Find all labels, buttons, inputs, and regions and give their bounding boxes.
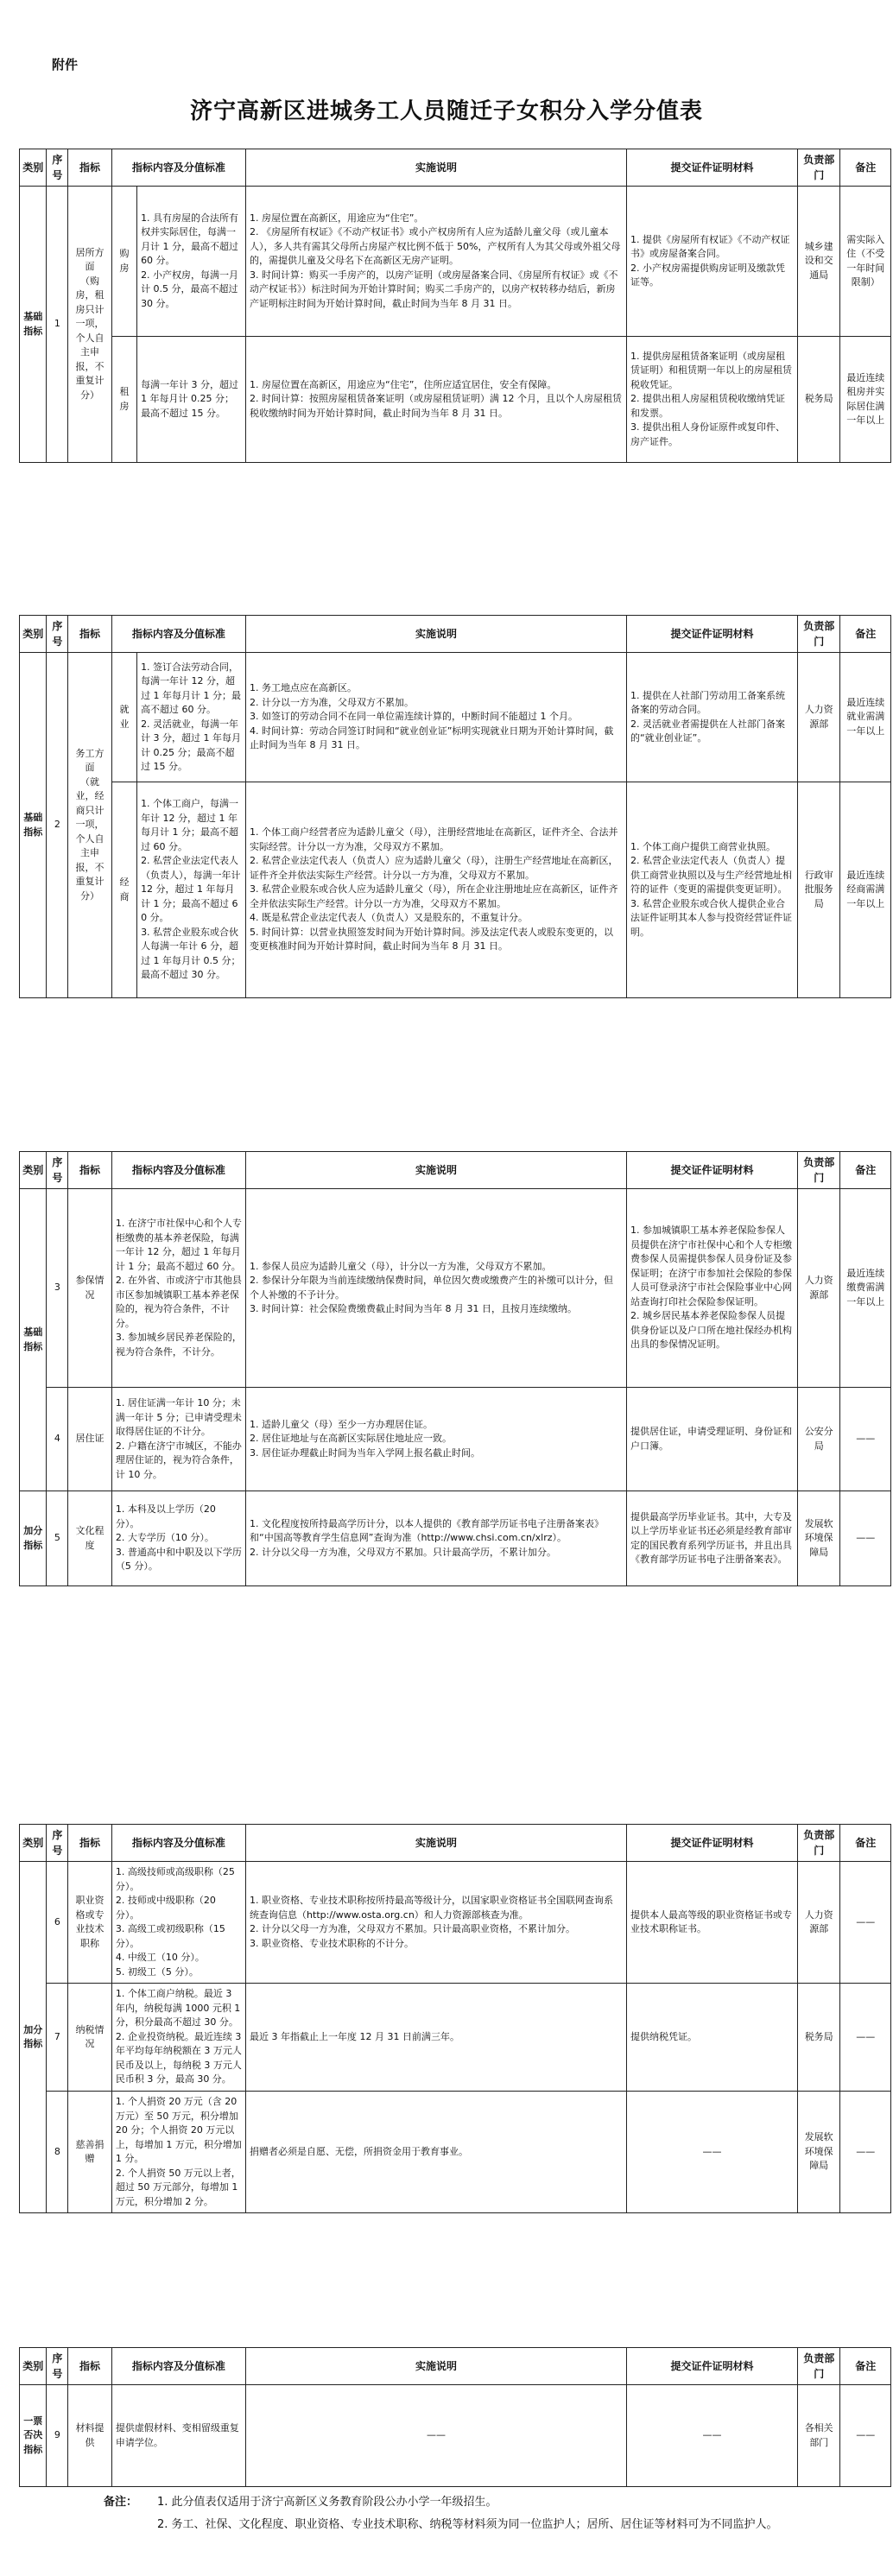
header-no: 序号	[47, 1152, 68, 1189]
score-table-5	[19, 2347, 891, 2487]
dept-cell: 人力资源部	[797, 653, 839, 782]
indicator-cell: 文化程度	[68, 1491, 112, 1586]
table-header	[20, 1152, 891, 1189]
header-indicator: 指标	[68, 1152, 112, 1189]
row-number: 1	[47, 187, 68, 463]
dept-cell: 税务局	[797, 337, 839, 463]
desc-cell: 1. 文化程度按所持最高学历计分，以本人提供的《教育部学历证书电子注册备案表》和“中国高等教育学生信息网”查询为准（http://www.chsi.com.cn/xlrz）。 2. 计分以父母一方为准，父母双方不累加。只计最高学历，不累计加分。	[246, 1491, 627, 1586]
materials-cell: 1. 参加城镇职工基本养老保险参保人员提供在济宁市社保中心和个人专柜缴费参保人员需提供参保人员身份证及参保证明；在济宁市参加社会保险的参保人员可登录济宁市社会保险事业中心网站查询打印社会保险参保证明。 2. 城乡居民基本养老保险参保人员提供身份证以及户口所在地社保经办机构出具的参保情况证明。	[626, 1189, 797, 1388]
header-dept: 负责部门	[797, 1825, 839, 1862]
header-no: 序号	[47, 149, 68, 187]
desc-cell: 1. 职业资格、专业技术职称按所持最高等级计分，以国家职业资格证书全国联网查询系统查询信息（http://www.osta.org.cn）和人力资源部核查为准。 2. 计分以父母一方为准，父母双方不累加。只计最高职业资格，不累计加分。 3. 职业资格、专业技术职称的不计分。	[246, 1862, 627, 1984]
row-number: 5	[47, 1491, 68, 1586]
materials-cell: 提供最高学历毕业证书。其中，大专及以上学历毕业证书还必须是经教育部审定的国民教育系列学历证书，并且出具《教育部学历证书电子注册备案表》。	[626, 1491, 797, 1586]
materials-cell: 1. 个体工商户提供工商营业执照。 2. 私营企业法定代表人（负责人）提供工商营业执照以及与生产经营地址相符的证件（变更的需提供变更证明）。 3. 私营企业股东或合伙人提供企业合法证件证明其本人参与投资经营证件证明。	[626, 782, 797, 998]
table-header	[20, 616, 891, 653]
remark-cell: 最近连续就业需满一年以上	[840, 653, 891, 782]
desc-cell: 捐赠者必须是自愿、无偿，所捐资金用于教育事业。	[246, 2092, 627, 2213]
desc-cell: 1. 个体工商户经营者应为适龄儿童父（母），注册经营地址在高新区，证件齐全、合法并实际经营。计分以一方为准，父母双方不累加。 2. 私营企业法定代表人（负责人）应为适龄儿童父（母），注册生产经营地址在高新区，证件齐全并依法实际生产经营。计分以一方为准，父母双方不累加。 3. 私营企业股东或合伙人应为适龄儿童父（母），所在企业注册地址应在高新区，证件齐全并依法实际生产经营。计分以一方为准，父母双方不累加。 4. 既是私营企业法定代表人（负责人）又是股东的，不重复计分。 5. 时间计算：以营业执照签发时间为开始计算时间。涉及法定代表人或股东变更的，以变更核准时间为开始计算时间，截止时间为当年 8 月 31 日。	[246, 782, 627, 998]
desc-cell: 1. 房屋位置在高新区，用途应为“住宅”。 2. 《房屋所有权证》《不动产权证书》或小产权房所有人应为适龄儿童父母（或儿童本人），多人共有需其父母所占房屋产权比例不低于 50%，产权所有人为其父母或外祖父母的，需提供儿童及父母名下在高新区无房产证明。 3. 时间计算：购买一手房产的，以房产证明（或房屋备案合同、《房屋所有权证》或《不动产权证书》）标注时间为开始计算时间；购买二手房产的，以房产权转移办结后，新房产证明标注时间为开始计算时间，截止时间为当年 8 月 31 日。	[246, 187, 627, 337]
table-row	[20, 337, 891, 463]
sub-indicator: 就业	[111, 653, 136, 782]
dept-cell: 人力资源部	[797, 1862, 839, 1984]
desc-cell: ——	[246, 2385, 627, 2487]
indicator-cell: 职业资格或专业技术职称	[68, 1862, 112, 1984]
materials-cell: 1. 提供房屋租赁备案证明（或房屋租赁证明）和租赁期一年以上的房屋租赁税收凭证。 2. 提供出租人房屋租赁税收缴纳凭证和发票。 3. 提供出租人身份证原件或复印件、房产证件。	[626, 337, 797, 463]
category-cell: 基础指标	[20, 653, 47, 998]
desc-cell: 最近 3 年指截止上一年度 12 月 31 日前满三年。	[246, 1984, 627, 2092]
row-number: 2	[47, 653, 68, 998]
header-cat: 类别	[20, 2348, 47, 2385]
table-row	[20, 2092, 891, 2213]
header-no: 序号	[47, 616, 68, 653]
remark-cell: ——	[840, 1388, 891, 1491]
page-title: 济宁高新区进城务工人员随迁子女积分入学分值表	[189, 98, 703, 124]
header-content: 指标内容及分值标准	[111, 616, 245, 653]
header-cat: 类别	[20, 616, 47, 653]
header-remark: 备注	[840, 149, 891, 187]
materials-cell: ——	[626, 2092, 797, 2213]
desc-cell: 1. 房屋位置在高新区，用途应为“住宅”，住所应适宜居住，安全有保障。 2. 时间计算：按照房屋租赁备案证明（或房屋租赁证明）满 12 个月，且以个人房屋租赁税收缴纳时间为开始计算时间，截止时间为当年 8 月 31 日。	[246, 337, 627, 463]
table-header	[20, 149, 891, 187]
materials-cell: 1. 提供在人社部门劳动用工备案系统备案的劳动合同。 2. 灵活就业者需提供在人社部门备案的“就业创业证”。	[626, 653, 797, 782]
content-cell: 1. 个人捐资 20 万元（含 20 万元）至 50 万元，积分增加 20 分；个人捐资 20 万元以上，每增加 1 万元，积分增加 1 分。 2. 个人捐资 50 万元以上者，超过 50 万元部分，每增加 1 万元，积分增加 2 分。	[111, 2092, 245, 2213]
dept-cell: 各相关部门	[797, 2385, 839, 2487]
header-desc: 实施说明	[246, 1825, 627, 1862]
dept-cell: 公安分局	[797, 1388, 839, 1491]
header-materials: 提交证件证明材料	[626, 1825, 797, 1862]
table-header	[20, 2348, 891, 2385]
dept-cell: 城乡建设和交通局	[797, 187, 839, 337]
category-cell: 基础指标	[20, 187, 47, 463]
header-content: 指标内容及分值标准	[111, 1825, 245, 1862]
table-row	[20, 187, 891, 337]
header-materials: 提交证件证明材料	[626, 1152, 797, 1189]
header-materials: 提交证件证明材料	[626, 149, 797, 187]
table-row	[20, 1984, 891, 2092]
notes-label: 备注：	[104, 2496, 138, 2509]
remark-cell: 最近连续租房并实际居住满一年以上	[840, 337, 891, 463]
row-number: 4	[47, 1388, 68, 1491]
score-table-4	[19, 1824, 891, 2213]
materials-cell: 提供居住证，申请受理证明、身份证和户口簿。	[626, 1388, 797, 1491]
header-dept: 负责部门	[797, 2348, 839, 2385]
header-dept: 负责部门	[797, 616, 839, 653]
content-cell: 1. 在济宁市社保中心和个人专柜缴费的基本养老保险，每满一年计 12 分，超过 1 年每月计 1 分；最高不超过 60 分。 2. 在外省、市或济宁市其他县市区参加城镇职工基本养老保险的，视为符合条件，不计分。 3. 参加城乡居民养老保险的，视为符合条件，不计分。	[111, 1189, 245, 1388]
header-no: 序号	[47, 1825, 68, 1862]
table-row	[20, 2385, 891, 2487]
table-row	[20, 782, 891, 998]
dept-cell: 发展软环境保障局	[797, 2092, 839, 2213]
content-cell: 提供虚假材料、变相留级重复申请学位。	[111, 2385, 245, 2487]
indicator-cell: 居所方面 （购房，租房只计一项，个人自主申报，不重复计分）	[68, 187, 112, 463]
indicator-cell: 务工方面 （就业，经商只计一项，个人自主申报，不重复计分）	[68, 653, 112, 998]
header-desc: 实施说明	[246, 149, 627, 187]
category-cell: 加分指标	[20, 1862, 47, 2213]
remark-cell: ——	[840, 1862, 891, 1984]
header-no: 序号	[47, 2348, 68, 2385]
header-indicator: 指标	[68, 1825, 112, 1862]
materials-cell: ——	[626, 2385, 797, 2487]
content-cell: 1. 签订合法劳动合同，每满一年计 12 分，超过 1 年每月计 1 分；最高不超过 60 分。 2. 灵活就业，每满一年计 3 分，超过 1 年每月计 0.25 分；最高不超过 15 分。	[137, 653, 246, 782]
score-table-2	[19, 615, 891, 998]
content-cell: 1. 高级技师或高级职称（25 分）。 2. 技师或中级职称（20 分）。 3. 高级工或初级职称（15 分）。 4. 中级工（10 分）。 5. 初级工（5 分）。	[111, 1862, 245, 1984]
table-row	[20, 1388, 891, 1491]
content-cell: 1. 个体工商户，每满一年计 12 分，超过 1 年每月计 1 分；最高不超过 60 分。 2. 私营企业法定代表人（负责人），每满一年计 12 分，超过 1 年每月计 1 分；最高不超过 60 分。 3. 私营企业股东或合伙人每满一年计 6 分，超过 1 年每月计 0.5 分；最高不超过 30 分。	[137, 782, 246, 998]
desc-cell: 1. 适龄儿童父（母）至少一方办理居住证。 2. 居住证地址与在高新区实际居住地址应一致。 3. 居住证办理截止时间为当年入学网上报名截止时间。	[246, 1388, 627, 1491]
row-number: 8	[47, 2092, 68, 2213]
table-header	[20, 1825, 891, 1862]
row-number: 9	[47, 2385, 68, 2487]
dept-cell: 人力资源部	[797, 1189, 839, 1388]
score-table-1	[19, 149, 891, 463]
remark-cell: 最近连续经商需满一年以上	[840, 782, 891, 998]
indicator-cell: 材料提供	[68, 2385, 112, 2487]
desc-cell: 1. 务工地点应在高新区。 2. 计分以一方为准，父母双方不累加。 3. 如签订的劳动合同不在同一单位需连续计算的，中断时间不能超过 1 个月。 4. 时间计算：劳动合同签订时间和“就业创业证”标明实现就业日期为开始计算时间，截止时间为当年 8 月 31 日。	[246, 653, 627, 782]
header-cat: 类别	[20, 1152, 47, 1189]
header-dept: 负责部门	[797, 149, 839, 187]
header-remark: 备注	[840, 1152, 891, 1189]
row-number: 7	[47, 1984, 68, 2092]
header-cat: 类别	[20, 149, 47, 187]
header-indicator: 指标	[68, 616, 112, 653]
indicator-cell: 纳税情况	[68, 1984, 112, 2092]
header-indicator: 指标	[68, 149, 112, 187]
category-cell: 加分指标	[20, 1491, 47, 1586]
note-item: 2. 务工、社保、文化程度、职业资格、专业技术职称、纳税等材料须为同一位监护人；居所、居住证等材料可为不同监护人。	[157, 2518, 778, 2531]
dept-cell: 行政审批服务局	[797, 782, 839, 998]
score-table-3	[19, 1151, 891, 1586]
table-row	[20, 1491, 891, 1586]
content-cell: 1. 本科及以上学历（20 分）。 2. 大专学历（10 分）。 3. 普通高中和中职及以下学历（5 分）。	[111, 1491, 245, 1586]
sub-indicator: 购房	[111, 187, 136, 337]
header-remark: 备注	[840, 1825, 891, 1862]
header-remark: 备注	[840, 2348, 891, 2385]
dept-cell: 发展软环境保障局	[797, 1491, 839, 1586]
header-content: 指标内容及分值标准	[111, 2348, 245, 2385]
header-desc: 实施说明	[246, 2348, 627, 2385]
header-remark: 备注	[840, 616, 891, 653]
header-desc: 实施说明	[246, 616, 627, 653]
header-desc: 实施说明	[246, 1152, 627, 1189]
content-cell: 1. 居住证满一年计 10 分；未满一年计 5 分；已申请受理未取得居住证的不计分。 2. 户籍在济宁市城区，不能办理居住证的，视为符合条件，计 10 分。	[111, 1388, 245, 1491]
note-item: 1. 此分值表仅适用于济宁高新区义务教育阶段公办小学一年级招生。	[157, 2496, 497, 2509]
remark-cell: ——	[840, 1491, 891, 1586]
content-cell: 1. 具有房屋的合法所有权并实际居住，每满一月计 1 分，最高不超过 60 分。 2. 小产权房，每满一月计 0.5 分，最高不超过 30 分。	[137, 187, 246, 337]
row-number: 6	[47, 1862, 68, 1984]
header-indicator: 指标	[68, 2348, 112, 2385]
content-cell: 每满一年计 3 分，超过 1 年每月计 0.25 分；最高不超过 15 分。	[137, 337, 246, 463]
content-cell: 1. 个体工商户纳税。最近 3 年内，纳税每满 1000 元积 1 分，积分最高不超过 30 分。 2. 企业投资纳税。最近连续 3 年平均每年纳税额在 3 万元人民币及以上，每纳税 3 万元人民币积 3 分，最高 30 分。	[111, 1984, 245, 2092]
materials-cell: 提供纳税凭证。	[626, 1984, 797, 2092]
materials-cell: 1. 提供《房屋所有权证》《不动产权证书》或房屋备案合同。 2. 小产权房需提供购房证明及缴款凭证等。	[626, 187, 797, 337]
dept-cell: 税务局	[797, 1984, 839, 2092]
sub-indicator: 租房	[111, 337, 136, 463]
remark-cell: ——	[840, 2092, 891, 2213]
table-row	[20, 1189, 891, 1388]
indicator-cell: 慈善捐赠	[68, 2092, 112, 2213]
indicator-cell: 居住证	[68, 1388, 112, 1491]
header-dept: 负责部门	[797, 1152, 839, 1189]
row-number: 3	[47, 1189, 68, 1388]
attachment-label: 附件	[52, 57, 79, 73]
header-materials: 提交证件证明材料	[626, 616, 797, 653]
header-content: 指标内容及分值标准	[111, 149, 245, 187]
indicator-cell: 参保情况	[68, 1189, 112, 1388]
category-cell: 一票否决指标	[20, 2385, 47, 2487]
desc-cell: 1. 参保人员应为适龄儿童父（母），计分以一方为准，父母双方不累加。 2. 参保计分年限为当前连续缴纳保费时间，单位因欠费或缴费产生的补缴可以计分，但个人补缴的不予计分。 3. 时间计算：社会保险费缴费截止时间为当年 8 月 31 日，且按月连续缴纳。	[246, 1189, 627, 1388]
table-row	[20, 1862, 891, 1984]
header-cat: 类别	[20, 1825, 47, 1862]
table-row	[20, 653, 891, 782]
remark-cell: ——	[840, 2385, 891, 2487]
sub-indicator: 经商	[111, 782, 136, 998]
remark-cell: ——	[840, 1984, 891, 2092]
header-materials: 提交证件证明材料	[626, 2348, 797, 2385]
category-cell: 基础指标	[20, 1189, 47, 1491]
header-content: 指标内容及分值标准	[111, 1152, 245, 1189]
remark-cell: 最近连续缴费需满一年以上	[840, 1189, 891, 1388]
materials-cell: 提供本人最高等级的职业资格证书或专业技术职称证书。	[626, 1862, 797, 1984]
remark-cell: 需实际入住（不受一年时间限制）	[840, 187, 891, 337]
